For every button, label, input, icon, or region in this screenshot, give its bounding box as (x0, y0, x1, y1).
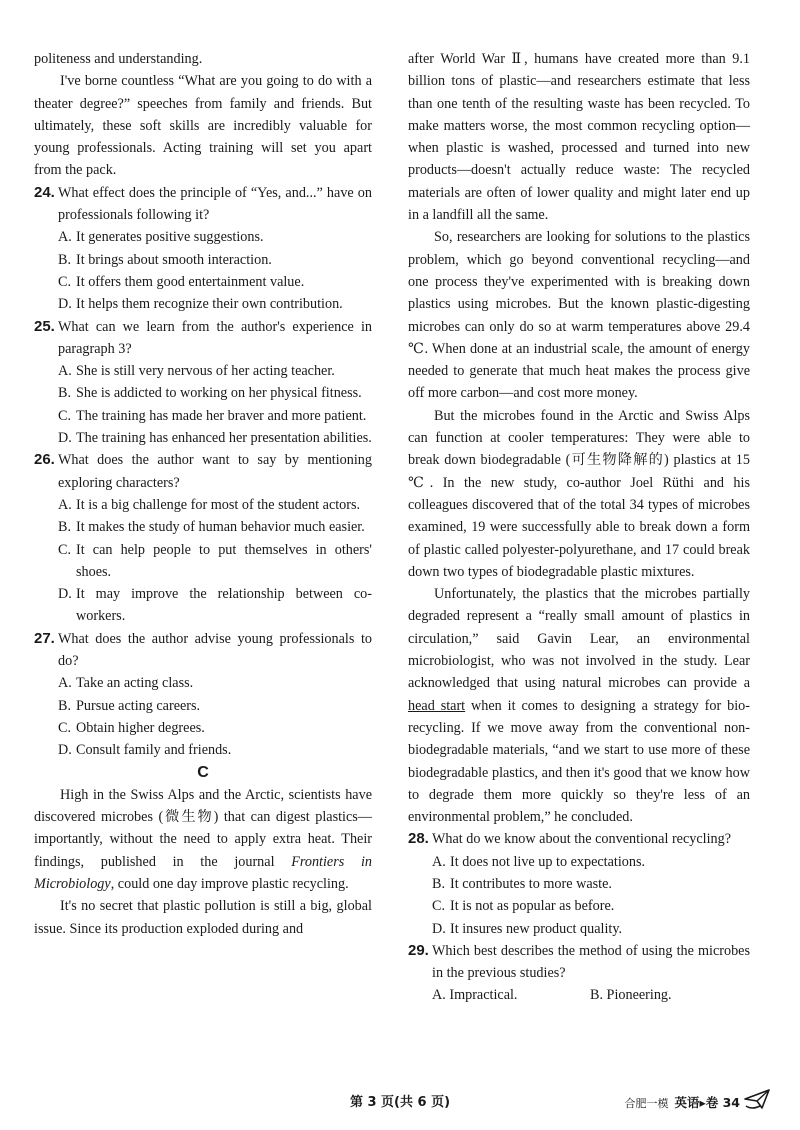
option-d (34, 427, 372, 449)
option-text: The training has enhanced her presentation abilities. (76, 430, 372, 447)
option-label: B. (432, 875, 446, 892)
option-label: A. (58, 229, 72, 246)
passage-paragraph-so: So, researchers are looking for solutions to the plastics problem, which go beyond conventional recycling—and one process they've experimented with is breaking down plastics using microbes. But the known plastic-digesting microbes can only do so at warm temperatures above 29.4 ℃. When done at an industrial scale, the amount of energy needed to generate that much heat makes the process give off more carbon—and cost more money. (408, 229, 750, 402)
option-d (34, 293, 372, 315)
option-label: C. (58, 719, 72, 736)
journal-name: Frontiers in Microbiology (34, 853, 372, 892)
option-b (34, 249, 372, 271)
option-text: It contributes to more waste. (450, 875, 612, 892)
option-label: C. (58, 273, 72, 290)
option-c (34, 539, 372, 584)
right-question-list (408, 828, 750, 939)
option-a (34, 360, 372, 382)
passage-text: when it comes to designing a strategy for bio-recycling. If we move away from the conventional non-biodegradable materials, “and we start to use more of these biodegradable plastics, and then it's good that we know how to degrade them more quickly so they're less of an environmental problem,” he concluded. (408, 697, 750, 826)
passage-paragraph-but: But the microbes found in the Arctic and Swiss Alps can function at cooler temperatures: They were able to break down biodegradable (可生物降解的) plastics at 15 ℃. In the new study, co-author Joel Rüthi and his colleagues discovered that of the total 34 types of microbes examined, 19 were successfully able to break down a form of plastic called polyester-polyurethane, and 17 could break down two types of biodegradable plastic mixtures. (408, 407, 750, 580)
option-label: C. (58, 407, 72, 424)
option-a (34, 494, 372, 516)
option-text: She is addicted to working on her physical fitness. (76, 385, 362, 402)
option-a: A. Impractical. (432, 987, 518, 1004)
option-text: It is not as popular as before. (450, 898, 615, 915)
question-text: What does the author want to say by mentioning exploring characters? (58, 452, 372, 491)
option-text: It may improve the relationship between co-workers. (76, 586, 372, 625)
option-a (408, 851, 750, 873)
option-label: D. (432, 920, 446, 937)
option-text: It brings about smooth interaction. (76, 251, 272, 268)
passage-continuation: after World War Ⅱ, humans have created more than 9.1 billion tons of plastic—and researchers estimate that less than one tenth of the resulting waste has been recycled. To make matters worse, the most common recycling option—when plastic is washed, processed and turned into new products—doesn't actually reduce waste: The recycled materials are often of lower quality and might later end up in a landfill all the same. (408, 51, 750, 224)
option-text: It generates positive suggestions. (76, 229, 264, 246)
question-text: What can we learn from the author's experience in paragraph 3? (58, 318, 372, 357)
passage-c-paragraph-1 (34, 784, 372, 895)
question-25 (34, 316, 372, 450)
option-c (408, 895, 750, 917)
option-text: It makes the study of human behavior much easier. (76, 519, 365, 536)
option-d (34, 583, 372, 628)
passage-paragraph-unfortunately (408, 583, 750, 828)
question-26 (34, 449, 372, 627)
underlined-phrase: head start (408, 697, 466, 714)
option-c (34, 717, 372, 739)
exam-name: 合肥一模 (624, 1097, 669, 1110)
question-number: 27. (34, 629, 55, 647)
option-label: B. (58, 385, 72, 402)
option-text: The training has made her braver and more patient. (76, 407, 367, 424)
option-text: It offers them good entertainment value. (76, 273, 305, 290)
option-c (34, 405, 372, 427)
intro-paragraph: I've borne countless “What are you going to do with a theater degree?” speeches from family and friends. But ultimately, these soft skills are incredibly valuable for young professionals. Acting training will set you apart from the pack. (34, 73, 372, 179)
question-number: 28. (408, 830, 429, 848)
question-text: Which best describes the method of using the microbes in the previous studies? (432, 942, 750, 982)
paper-tag (624, 1092, 740, 1115)
question-text: What does the author advise young professionals to do? (58, 630, 372, 670)
option-text: It insures new product quality. (450, 920, 623, 937)
option-text: It helps them recognize their own contribution. (76, 296, 343, 313)
option-label: D. (58, 296, 72, 313)
option-label: C. (58, 541, 72, 558)
question-24 (34, 182, 372, 316)
question-text: What effect does the principle of “Yes, and...” have on professionals following it? (58, 184, 372, 224)
option-c (34, 271, 372, 293)
right-column (408, 48, 750, 1007)
question-number: 26. (34, 451, 55, 469)
question-28 (408, 828, 750, 939)
option-label: B. (58, 251, 72, 268)
option-label: A. (58, 363, 72, 380)
option-a (34, 226, 372, 248)
option-text: Take an acting class. (76, 675, 194, 692)
intro-fragment: politeness and understanding. (34, 51, 203, 67)
section-heading-c: C (197, 763, 209, 781)
option-b (34, 695, 372, 717)
page-number: 第 3 页(共 6 页) (349, 1095, 451, 1110)
page-footer (0, 1086, 800, 1116)
option-label: B. (58, 519, 72, 536)
option-b (408, 873, 750, 895)
option-label: C. (432, 898, 446, 915)
option-label: D. (58, 742, 72, 759)
paper-plane-icon (744, 1088, 770, 1110)
question-29-options (408, 984, 750, 1006)
left-question-list (34, 182, 372, 762)
question-29 (408, 940, 750, 1007)
question-number: 29. (408, 941, 429, 959)
passage-text: Unfortunately, the plastics that the microbes partially degraded represent a “really small amount of plastics in circulation,” said Gavin Lear, an environmental microbiologist, who was not involved in the study. Lear acknowledged that using natural microbes can provide a (408, 586, 750, 692)
option-label: A. (58, 675, 72, 692)
passage-c-text: High in the Swiss Alps and the Arctic, scientists have discovered microbes (微生物) that can digest plastics—importantly, without the need to apply extra heat. Their findings, published in the journal (34, 786, 372, 870)
option-text: She is still very nervous of her acting teacher. (76, 363, 335, 380)
question-number: 25. (34, 317, 55, 335)
passage-c-text: , could one day improve plastic recycling. (110, 875, 349, 892)
option-text: It can help people to put themselves in others' shoes. (76, 541, 372, 580)
paper-code: 英语▸卷 34 (674, 1095, 740, 1110)
option-a (34, 672, 372, 694)
option-d (408, 918, 750, 940)
option-label: A. (432, 853, 446, 870)
option-text: Consult family and friends. (76, 742, 232, 759)
option-text: Pursue acting careers. (76, 697, 201, 714)
option-b (34, 382, 372, 404)
option-b (34, 516, 372, 538)
option-label: D. (58, 586, 72, 603)
option-label: D. (58, 430, 72, 447)
option-text: It is a big challenge for most of the student actors. (76, 496, 361, 513)
option-label: A. (58, 496, 72, 513)
option-d (34, 739, 372, 761)
option-text: It does not live up to expectations. (450, 853, 646, 870)
question-27 (34, 628, 372, 762)
option-b: B. Pioneering. (590, 987, 672, 1004)
option-label: B. (58, 697, 72, 714)
question-text: What do we know about the conventional recycling? (432, 831, 732, 848)
left-column (34, 48, 372, 940)
passage-c-paragraph-2: It's no secret that plastic pollution is still a big, global issue. Since its production exploded during and (34, 898, 372, 937)
question-number: 24. (34, 183, 55, 201)
option-text: Obtain higher degrees. (76, 719, 205, 736)
